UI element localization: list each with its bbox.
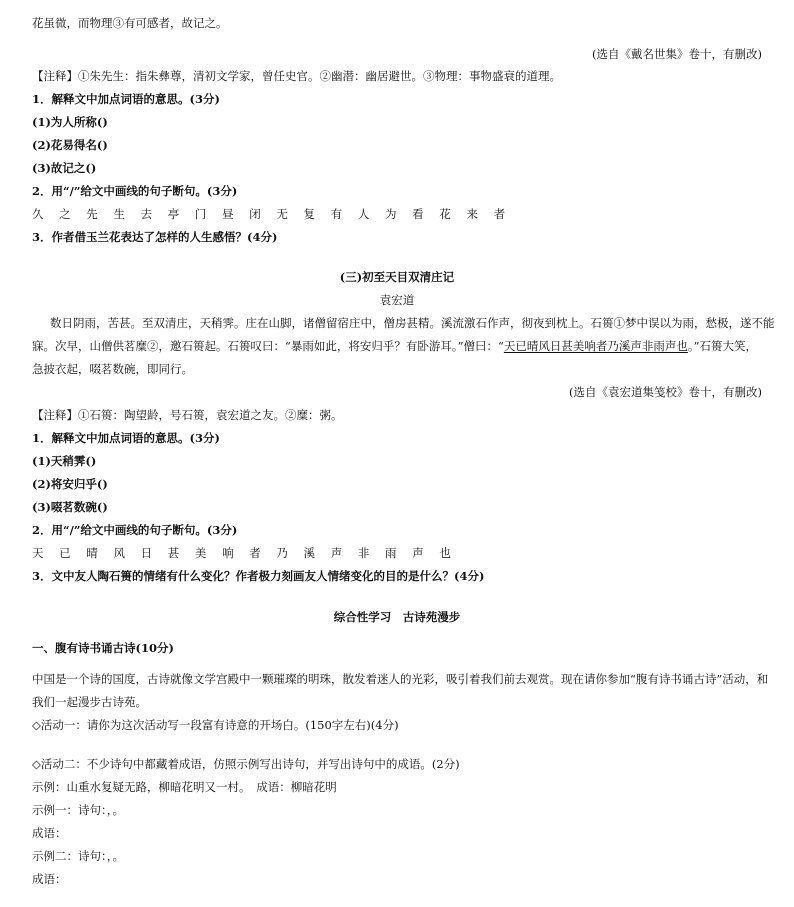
question-1-b-item-1: (1)天稍霁()	[32, 454, 97, 468]
example-1-poem: 示例一：诗句：，。	[32, 803, 124, 817]
question-1-b-item-2: (2)将安归乎()	[32, 477, 108, 491]
question-1-b: 1．解释文中加点词语的意思。(3分)	[32, 431, 220, 445]
question-1-b-item-3: (3)啜茗数碗()	[32, 500, 108, 514]
example-line: 示例：山重水复疑无路，柳暗花明又一村。 成语：柳暗花明	[32, 780, 337, 794]
section-title: 综合性学习 古诗苑漫步	[333, 610, 461, 624]
source-citation: (选自《戴名世集》卷十，有删改)	[592, 47, 762, 61]
intro-line-1: 中国是一个诗的国度，古诗就像文学宫殿中一颗璀璨的明珠，散发着迷人的光彩，吸引着我们前去观赏。现在请你参加“腹有诗书诵古诗”活动，和	[32, 672, 769, 686]
example-2-idiom: 成语：	[32, 872, 67, 886]
question-2: 2．用“/”给文中画线的句子断句。(3分)	[32, 184, 238, 198]
question-3: 3．作者借玉兰花表达了怎样的人生感悟？(4分)	[32, 230, 278, 244]
activity-2: ◇活动二：不少诗句中都藏着成语，仿照示例写出诗句，并写出诗句中的成语。(2分)	[32, 757, 460, 771]
part-1-heading: 一、腹有诗书诵古诗(10分)	[32, 641, 174, 655]
passage-body-line-2-end: 。”石篑大笑，	[687, 339, 758, 353]
question-1: 1．解释文中加点词语的意思。(3分)	[32, 92, 220, 106]
question-3-b: 3．文中友人陶石篑的情绪有什么变化？作者极力刻画友人情绪变化的目的是什么？(4分)	[32, 569, 485, 583]
punctuation-sentence-2: 天 已 晴 风 日 甚 美 响 者 乃 溪 声 非 雨 声 也	[32, 546, 457, 560]
annotation-notes: 【注释】①朱先生：指朱彝尊，清初文学家，曾任史官。②幽潜：幽居避世。③物理：事物盛衰的道理。	[32, 69, 561, 83]
passage-body-line-2-start: 寐。次早，山僧供茗糜②，邀石篑起。石篑叹曰：“暴雨如此，将安归乎？有卧游耳。”僧曰：“	[32, 339, 504, 353]
intro-line-2: 我们一起漫步古诗苑。	[32, 695, 147, 709]
activity-1: ◇活动一：请你为这次活动写一段富有诗意的开场白。(150字左右)(4分)	[32, 718, 399, 732]
passage-body-line-1: 数日阴雨，苦甚。至双清庄，天稍霁。庄在山脚，诸僧留宿庄中，僧房甚精。溪流激石作声，彻夜到枕上。石篑①梦中误以为雨，愁极，遂不能	[50, 316, 775, 330]
question-2-b: 2．用“/”给文中画线的句子断句。(3分)	[32, 523, 238, 537]
question-1-item-3: (3)故记之()	[32, 161, 97, 175]
example-1-idiom: 成语：	[32, 826, 67, 840]
question-1-item-1: (1)为人所称()	[32, 115, 108, 129]
punctuation-sentence: 久 之 先 生 去 亭 门 昼 闭 无 复 有 人 为 看 花 来 者	[32, 207, 512, 221]
annotation-notes-2: 【注释】①石篑：陶望龄，号石篑，袁宏道之友。②糜：粥。	[32, 408, 343, 422]
example-2-poem: 示例二：诗句：，。	[32, 849, 124, 863]
passage-text-tail: 花虽微，而物理③有可感者，故记之。	[32, 16, 228, 30]
passage-body-line-2	[32, 339, 757, 353]
question-1-item-2: (2)花易得名()	[32, 138, 108, 152]
passage-body-line-3: 急披衣起，啜茗数碗，即同行。	[32, 362, 193, 376]
underlined-sentence: 天已晴风日甚美响者乃溪声非雨声也	[503, 339, 688, 353]
passage-title: (三)初至天目双清庄记	[339, 270, 455, 284]
source-citation-2: (选自《袁宏道集笺校》卷十，有删改)	[569, 385, 762, 399]
passage-author: 袁宏道	[379, 293, 415, 307]
